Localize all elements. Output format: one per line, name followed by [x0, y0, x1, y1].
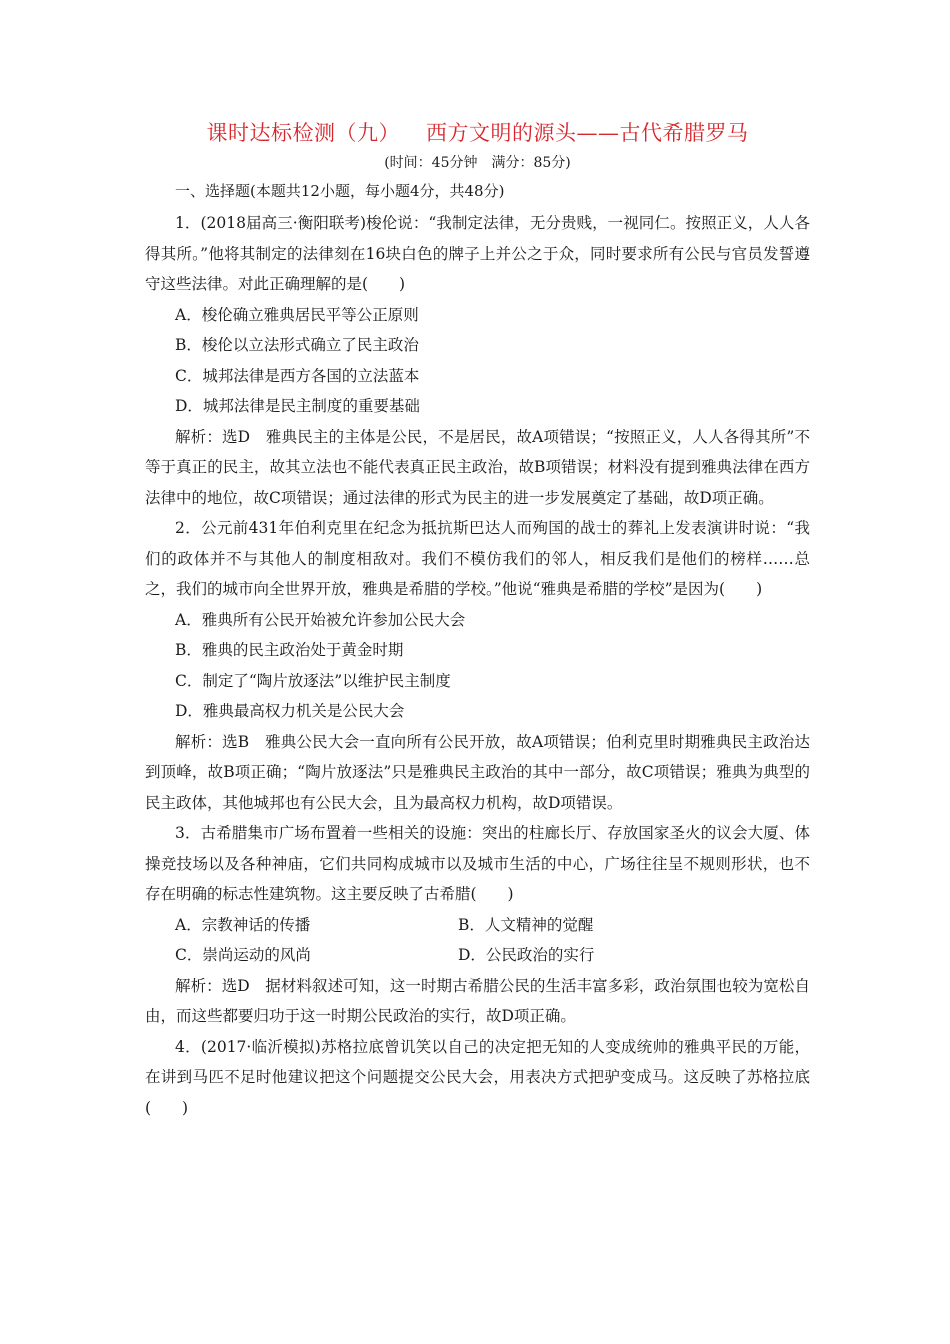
- option-c: C．崇尚运动的风尚: [175, 946, 311, 964]
- option-d: D．雅典最高权力机关是公民大会: [175, 702, 405, 720]
- question-stem: 4．(2017·临沂模拟)苏格拉底曾讥笑以自己的决定把无知的人变成统帅的雅典平民的万能，在讲到马匹不足时他建议把这个问题提交公民大会，用表决方式把驴变成马。这反映了苏格拉底( ): [145, 1037, 810, 1117]
- option-c: C．制定了“陶片放逐法”以维护民主制度: [175, 671, 451, 690]
- question-stem: 3．古希腊集市广场布置着一些相关的设施：突出的柱廊长厅、存放国家圣火的议会大厦、体操竞技场以及各种神庙，它们共同构成城市以及城市生活的中心，广场往往呈不规则形状，也不存在明确的标志性建筑物。这主要反映了古希腊( ): [145, 824, 810, 903]
- option-b: B．梭伦以立法形式确立了民主政治: [175, 336, 419, 354]
- option-a: A．雅典所有公民开始被允许参加公民大会: [175, 610, 466, 629]
- option-d: D．公民政治的实行: [458, 946, 595, 964]
- document-page: [145, 118, 810, 1123]
- page-title: [145, 118, 810, 148]
- option-a: A．梭伦确立雅典居民平等公正原则: [175, 305, 419, 324]
- question-stem: 1．(2018届高三·衡阳联考)梭伦说：“我制定法律，无分贵贱，一视同仁。按照正义，人人各得其所。”他将其制定的法律刻在16块白色的牌子上并公之于众，同时要求所有公民与官员发誓遵守这些法律。对此正确理解的是( ): [145, 214, 810, 293]
- option-b: B．雅典的民主政治处于黄金时期: [175, 641, 404, 659]
- section-heading: 一、选择题(本题共12小题，每小题4分，共48分): [175, 182, 505, 200]
- answer-analysis: 解析：选D 雅典民主的主体是公民，不是居民，故A项错误；“按照正义，人人各得其所”不等于真正的民主，故其立法也不能代表真正民主政治，故B项错误；材料没有提到雅典法律在西方法律中的地位，故C项错误；通过法律的形式为民主的进一步发展奠定了基础，故D项正确。: [145, 427, 810, 507]
- option-list: [145, 605, 810, 727]
- title-topic: 西方文明的源头——古代希腊罗马: [426, 121, 749, 145]
- option-d: D．城邦法律是民主制度的重要基础: [175, 397, 420, 415]
- option-a: A．宗教神话的传播: [175, 915, 311, 934]
- question-3: [145, 818, 810, 1032]
- question-stem: 2．公元前431年伯利克里在纪念为抵抗斯巴达人而殉国的战士的葬礼上发表演讲时说：“我们的政体并不与其他人的制度相敌对。我们不模仿我们的邻人，相反我们是他们的榜样……总之，我们的城市向全世界开放，雅典是希腊的学校。”他说“雅典是希腊的学校”是因为( ): [145, 519, 810, 598]
- answer-analysis: 解析：选D 据材料叙述可知，这一时期古希腊公民的生活丰富多彩，政治氛围也较为宽松自由，而这些都要归功于这一时期公民政治的实行，故D项正确。: [145, 976, 810, 1025]
- question-2: [145, 513, 810, 818]
- option-grid: [145, 910, 810, 971]
- question-4: [145, 1032, 810, 1124]
- option-list: [145, 300, 810, 422]
- question-1: [145, 208, 810, 513]
- title-lesson: 课时达标检测（九）: [206, 121, 400, 145]
- option-b: B．人文精神的觉醒: [458, 915, 594, 934]
- answer-analysis: 解析：选B 雅典公民大会一直向所有公民开放，故A项错误；伯利克里时期雅典民主政治达到顶峰，故B项正确；“陶片放逐法”只是雅典民主政治的其中一部分，故C项错误；雅典为典型的民主政体，其他城邦也有公民大会，且为最高权力机构，故D项错误。: [145, 732, 810, 812]
- option-c: C．城邦法律是西方各国的立法蓝本: [175, 366, 420, 385]
- time-score-info: (时间：45分钟 满分：85分): [384, 155, 571, 171]
